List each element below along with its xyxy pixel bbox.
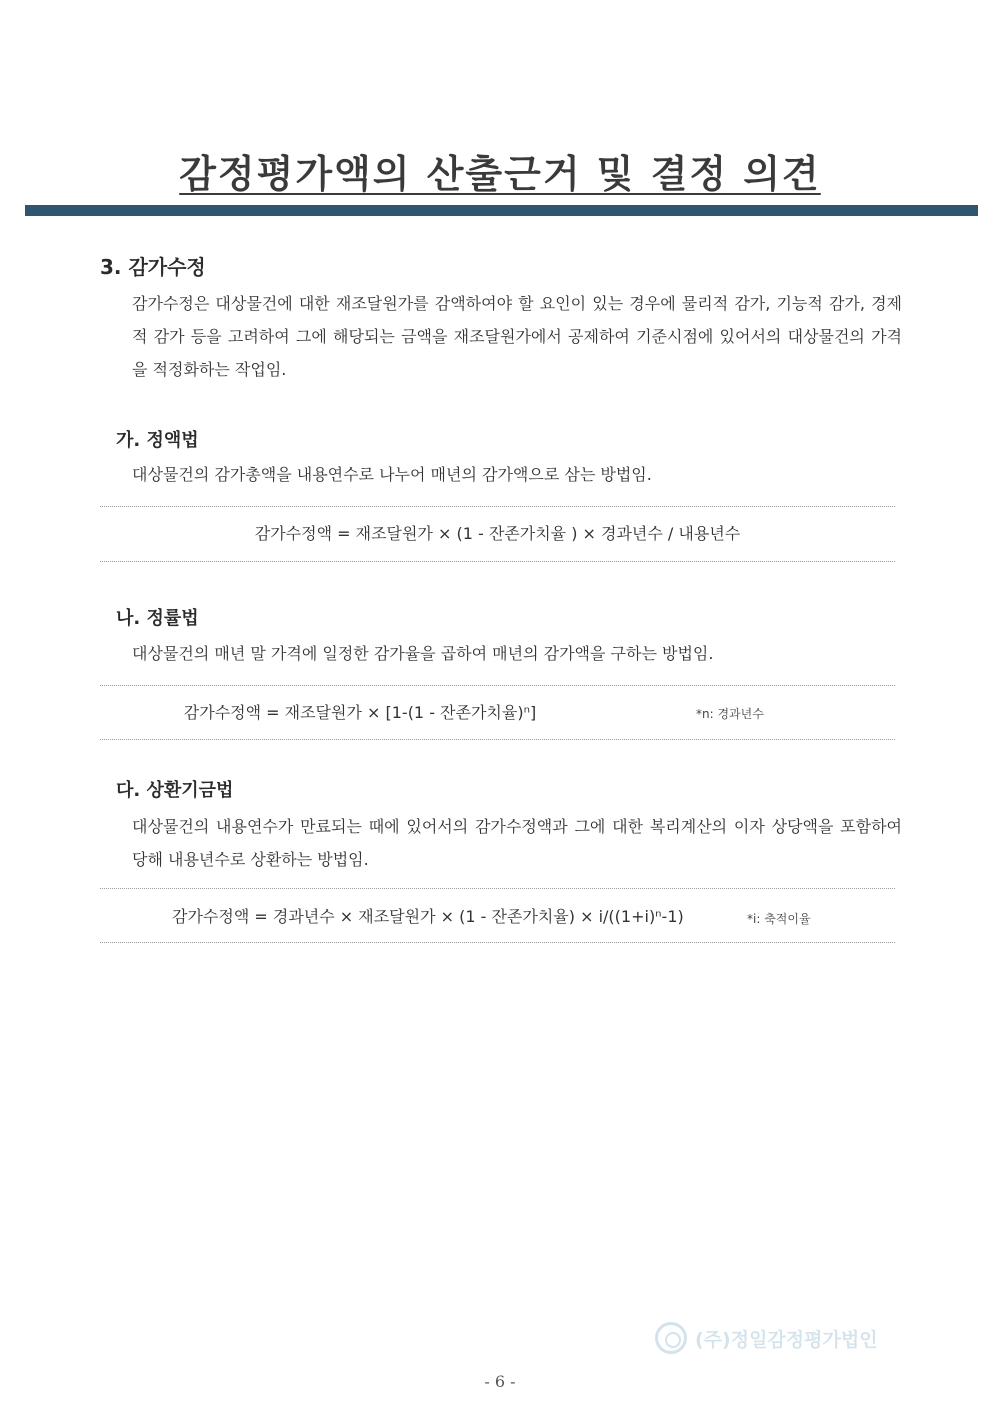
page-number: - 6 -	[484, 1372, 516, 1391]
company-logo-icon	[655, 1322, 687, 1354]
formula-sinking-fund: 감가수정액 = 경과년수 × 재조달원가 × (1 - 잔존가치율) × i/((1+i)ⁿ-1)	[172, 907, 684, 926]
method-heading-straight-line: 가. 정액법	[116, 430, 199, 451]
company-watermark-text: (주)정일감정평가법인	[695, 1328, 878, 1351]
method-heading-sinking-fund: 다. 상환기금법	[116, 780, 234, 801]
method-body-straight-line: 대상물건의 감가총액을 내용연수로 나누어 매년의 감가액으로 삼는 방법임.	[132, 465, 652, 484]
section-heading: 3. 감가수정	[100, 255, 206, 279]
page-title: 감정평가액의 산출근거 및 결정 의견	[179, 152, 821, 196]
formula-rule-top	[100, 888, 895, 889]
method-body-declining-balance: 대상물건의 매년 말 가격에 일정한 감가율을 곱하여 매년의 감가액을 구하는 방법임.	[132, 644, 714, 663]
formula-rule-top	[100, 685, 895, 686]
formula-rule-bottom	[100, 561, 895, 562]
method-body-sinking-fund: 대상물건의 내용연수가 만료되는 때에 있어서의 감가수정액과 그에 대한 복리계산의 이자 상당액을 포함하여 당해 내용년수로 상환하는 방법임.	[132, 817, 902, 869]
formula-straight-line: 감가수정액 = 재조달원가 × (1 - 잔존가치율 ) × 경과년수 / 내용년수	[254, 524, 741, 543]
company-watermark	[655, 1318, 915, 1358]
formula-declining-balance: 감가수정액 = 재조달원가 × [1-(1 - 잔존가치율)ⁿ]	[183, 703, 537, 722]
section-body: 감가수정은 대상물건에 대한 재조달원가를 감액하여야 할 요인이 있는 경우에 물리적 감가, 기능적 감가, 경제적 감가 등을 고려하여 그에 해당되는 금액을 재조달원가에서 공제하여 기준시점에 있어서의 대상물건의 가격을 적정화하는 작업임.	[132, 294, 902, 379]
formula-rule-bottom	[100, 942, 895, 943]
formula-rule-top	[100, 506, 895, 507]
method-heading-declining-balance: 나. 정률법	[116, 608, 199, 629]
formula-rule-bottom	[100, 739, 895, 740]
formula-note-declining-balance: *n: 경과년수	[696, 707, 764, 721]
title-divider-bar	[25, 205, 978, 216]
formula-note-sinking-fund: *i: 축적이율	[747, 912, 811, 926]
